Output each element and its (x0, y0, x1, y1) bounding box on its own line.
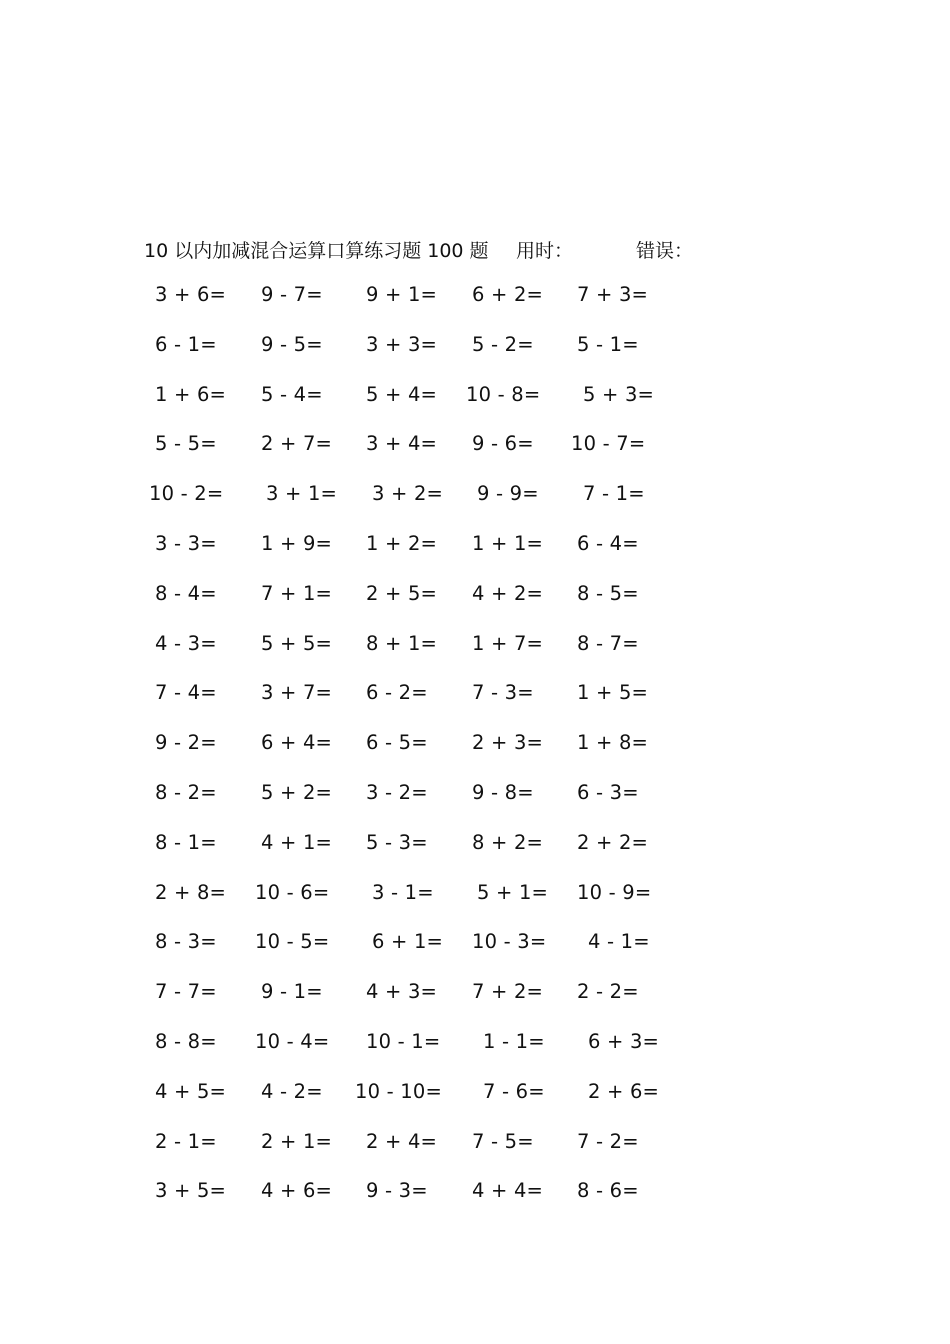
problem-cell: 2 + 4= (366, 1129, 438, 1153)
problem-cell: 6 - 3= (577, 780, 639, 804)
problem-cell: 5 - 5= (155, 432, 217, 456)
problem-cell: 4 + 2= (472, 581, 544, 605)
problem-cell: 3 - 2= (366, 780, 428, 804)
problem-cell: 4 + 3= (366, 980, 438, 1004)
problem-cell: 1 + 8= (577, 731, 649, 755)
problem-cell: 3 + 5= (155, 1179, 227, 1203)
problem-cell: 7 - 3= (472, 681, 534, 705)
problem-cell: 9 - 7= (261, 283, 323, 306)
problem-cell: 10 - 6= (255, 880, 330, 904)
problem-cell: 7 + 3= (577, 283, 649, 306)
problem-cell: 5 + 2= (261, 780, 333, 804)
problem-cell: 8 - 3= (155, 930, 217, 954)
problem-row (0, 432, 950, 482)
problem-cell: 4 + 1= (261, 830, 333, 854)
problem-row (0, 930, 950, 980)
problem-cell: 5 - 2= (472, 332, 534, 356)
problem-cell: 1 + 6= (155, 382, 227, 406)
problem-cell: 3 + 2= (372, 482, 444, 506)
problem-cell: 3 + 4= (366, 432, 438, 456)
problem-row (0, 383, 950, 433)
problem-cell: 7 - 6= (483, 1079, 545, 1103)
problem-row (0, 831, 950, 881)
problem-cell: 10 - 3= (472, 930, 547, 954)
problem-row (0, 781, 950, 831)
problem-cell: 9 - 9= (477, 482, 539, 506)
problem-cell: 6 - 4= (577, 531, 639, 555)
problem-cell: 2 + 1= (261, 1129, 333, 1153)
problem-cell: 1 + 1= (472, 531, 544, 555)
problem-row (0, 283, 950, 333)
problem-row (0, 482, 950, 532)
problem-cell: 6 - 2= (366, 681, 428, 705)
problem-row (0, 333, 950, 383)
problem-row (0, 681, 950, 731)
problem-cell: 5 + 3= (583, 382, 655, 406)
problem-cell: 2 - 2= (577, 980, 639, 1004)
problem-cell: 8 - 5= (577, 581, 639, 605)
problem-cell: 2 + 8= (155, 880, 227, 904)
problem-cell: 4 + 5= (155, 1079, 227, 1103)
problem-cell: 5 - 1= (577, 332, 639, 356)
problem-cell: 2 - 1= (155, 1129, 217, 1153)
problem-cell: 6 + 1= (372, 930, 444, 954)
problem-cell: 5 - 4= (261, 382, 323, 406)
problem-cell: 1 + 9= (261, 531, 333, 555)
problem-row (0, 731, 950, 781)
error-label: 错误： (636, 240, 694, 262)
problem-cell: 8 + 1= (366, 631, 438, 655)
problem-cell: 3 + 6= (155, 283, 227, 306)
problem-cell: 7 + 1= (261, 581, 333, 605)
problem-cell: 5 + 4= (366, 382, 438, 406)
problem-cell: 8 - 1= (155, 830, 217, 854)
problem-cell: 8 - 4= (155, 581, 217, 605)
problem-cell: 10 - 9= (577, 880, 652, 904)
time-label: 用时： (516, 240, 574, 262)
problem-cell: 10 - 2= (149, 482, 224, 506)
problem-cell: 10 - 8= (466, 382, 541, 406)
problem-cell: 1 - 1= (483, 1029, 545, 1053)
problem-row (0, 532, 950, 582)
problem-cell: 4 - 1= (588, 930, 650, 954)
problem-cell: 4 - 3= (155, 631, 217, 655)
problem-cell: 6 + 2= (472, 283, 544, 306)
problem-cell: 10 - 4= (255, 1029, 330, 1053)
worksheet-header (0, 236, 950, 266)
problem-cell: 9 - 5= (261, 332, 323, 356)
problem-cell: 2 + 3= (472, 731, 544, 755)
problem-cell: 7 - 4= (155, 681, 217, 705)
problem-cell: 4 + 6= (261, 1179, 333, 1203)
problem-row (0, 980, 950, 1030)
problem-cell: 1 + 7= (472, 631, 544, 655)
problem-cell: 10 - 1= (366, 1029, 441, 1053)
problem-cell: 3 + 1= (266, 482, 338, 506)
problem-cell: 1 + 5= (577, 681, 649, 705)
problem-cell: 3 + 7= (261, 681, 333, 705)
problem-cell: 9 - 1= (261, 980, 323, 1004)
problem-cell: 2 + 5= (366, 581, 438, 605)
problem-cell: 9 - 2= (155, 731, 217, 755)
problem-row (0, 1030, 950, 1080)
problem-cell: 6 - 1= (155, 332, 217, 356)
problem-cell: 5 + 5= (261, 631, 333, 655)
problem-cell: 8 - 2= (155, 780, 217, 804)
problem-cell: 6 + 3= (588, 1029, 660, 1053)
problem-row (0, 881, 950, 931)
problem-cell: 8 + 2= (472, 830, 544, 854)
problem-cell: 2 + 6= (588, 1079, 660, 1103)
problem-row (0, 632, 950, 682)
problem-cell: 7 - 2= (577, 1129, 639, 1153)
problem-cell: 3 + 3= (366, 332, 438, 356)
problem-cell: 2 + 2= (577, 830, 649, 854)
problem-cell: 3 - 3= (155, 531, 217, 555)
problem-cell: 7 - 1= (583, 482, 645, 506)
problem-row (0, 1080, 950, 1130)
problem-row (0, 582, 950, 632)
problem-cell: 10 - 10= (355, 1079, 442, 1103)
problem-cell: 3 - 1= (372, 880, 434, 904)
problem-cell: 9 - 8= (472, 780, 534, 804)
problem-cell: 2 + 7= (261, 432, 333, 456)
problem-cell: 9 - 3= (366, 1179, 428, 1203)
problem-cell: 10 - 5= (255, 930, 330, 954)
problem-cell: 5 + 1= (477, 880, 549, 904)
problem-cell: 8 - 8= (155, 1029, 217, 1053)
problem-cell: 7 - 5= (472, 1129, 534, 1153)
problem-cell: 6 + 4= (261, 731, 333, 755)
problem-cell: 9 + 1= (366, 283, 438, 306)
problem-cell: 7 - 7= (155, 980, 217, 1004)
problem-cell: 8 - 7= (577, 631, 639, 655)
problem-cell: 4 - 2= (261, 1079, 323, 1103)
problem-row (0, 1179, 950, 1229)
problem-cell: 7 + 2= (472, 980, 544, 1004)
problem-cell: 4 + 4= (472, 1179, 544, 1203)
problem-grid (0, 283, 950, 1229)
problem-cell: 8 - 6= (577, 1179, 639, 1203)
problem-cell: 6 - 5= (366, 731, 428, 755)
problem-cell: 5 - 3= (366, 830, 428, 854)
problem-row (0, 1130, 950, 1180)
problem-cell: 1 + 2= (366, 531, 438, 555)
problem-cell: 10 - 7= (571, 432, 646, 456)
worksheet-title: 10 以内加减混合运算口算练习题 100 题 (144, 240, 489, 262)
problem-cell: 9 - 6= (472, 432, 534, 456)
